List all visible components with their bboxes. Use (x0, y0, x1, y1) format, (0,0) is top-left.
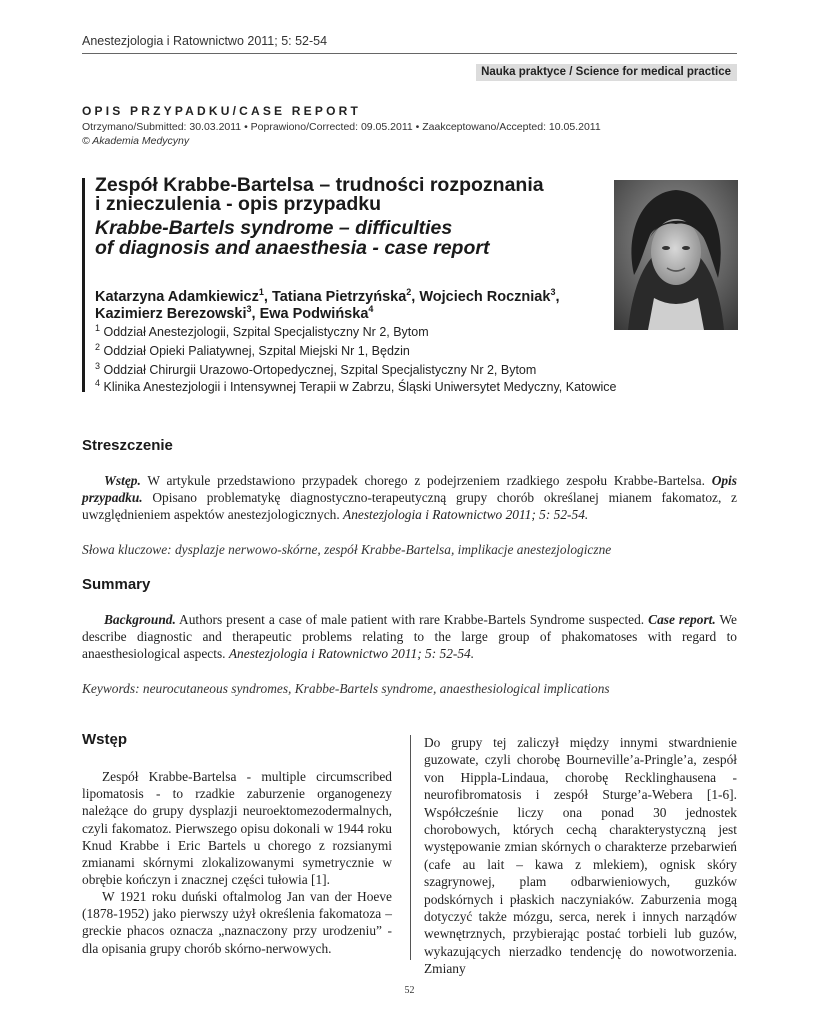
abstract-polish-heading: Streszczenie (82, 437, 173, 454)
abstract-polish-text-1: W artykule przedstawiono przypadek chorego z podejrzeniem rzadkiego zespołu Krabbe-Bartelsa. (140, 473, 712, 488)
journal-reference: Anestezjologia i Ratownictwo 2011; 5: 52-54 (82, 34, 328, 48)
title-english (95, 218, 489, 258)
paragraph-italic: phacos (126, 923, 165, 939)
abstract-polish-citation: Anestezjologia i Ratownictwo 2011; 5: 52-54. (343, 507, 589, 522)
author-affiliation-mark: 2 (406, 287, 412, 298)
author-name: Katarzyna Adamkiewicz (95, 289, 259, 305)
paragraph-text: W 1921 roku duński oftalmolog Jan van der Hoeve (1878-1952) jako pierwszy użył określenia fakomatoza – greckie (82, 889, 392, 939)
section-tag: Nauka praktyce / Science for medical practice (476, 64, 737, 81)
title-accent-bar (82, 178, 85, 392)
affiliation-1 (95, 324, 429, 340)
affiliation-text: Oddział Anestezjologii, Szpital Specjalistyczny Nr 2, Bytom (103, 325, 429, 339)
affiliation-number: 1 (95, 322, 101, 333)
affiliation-2 (95, 343, 410, 359)
title-polish-line-1: Zespół Krabbe-Bartelsa – trudności rozpoznania (95, 174, 544, 196)
abstract-english-lead-1: Background. (104, 612, 176, 627)
author-affiliation-mark: 3 (246, 304, 252, 315)
introduction-paragraph-2 (82, 888, 392, 957)
paragraph-text: - to rzadkie zaburzenie organogenezy należące do grupy dysplazji neuroektomezodermalnych, czyli fakomatoz. Pierwszego opisu dokonali w 1944 roku Knud Krabbe i Eric Bartels u chorego z rozsianymi zmianami skórnymi zlokalizowanymi symetrycznie w obrębie kończyn i znacznej części tułowia [1]. (82, 786, 392, 888)
paragraph-text: Zespół Krabbe-Bartelsa - (102, 769, 262, 784)
paragraph-italic: multiple circumscribed lipomatosis (82, 769, 393, 802)
affiliation-number: 4 (95, 377, 101, 388)
affiliation-4 (95, 379, 616, 395)
abstract-polish-text-2: Opisano problematykę diagnostyczno-terapeutyczną grupy chorób określanej mianem fakomatoz, z uwzględnieniem aspektów anestezjologicznych. (82, 490, 737, 522)
affiliation-text: Oddział Opieki Paliatywnej, Szpital Miejski Nr 1, Będzin (103, 344, 410, 358)
abstract-english-text-2: We describe diagnostic and therapeutic problems relating to the large group of phakomatoses with regard to anaesthesiological aspects. (82, 612, 737, 661)
paragraph-text: oznacza „naznaczony przy urodzeniu” - dla opisania grupy chorób skórno-nerwowych. (82, 923, 393, 956)
abstract-english-text (82, 611, 737, 662)
author-list (95, 289, 559, 323)
header-rule (82, 53, 737, 54)
author-affiliation-mark: 1 (258, 287, 264, 298)
title-english-line-2: of diagnosis and anaesthesia - case report (95, 237, 490, 259)
copyright: © Akademia Medycyny (82, 135, 190, 147)
affiliation-text: Oddział Chirurgii Urazowo-Ortopedycznej, Szpital Specjalistyczny Nr 2, Bytom (103, 363, 537, 377)
submission-dates: Otrzymano/Submitted: 30.03.2011 • Poprawiono/Corrected: 09.05.2011 • Zaakceptowano/Accepted: 10.05.2011 (82, 121, 601, 133)
author-affiliation-mark: 3 (550, 287, 556, 298)
keywords-polish: Słowa kluczowe: dysplazje nerwowo-skórne, zespół Krabbe-Bartelsa, implikacje anestezjologiczne (82, 542, 612, 557)
affiliation-3 (95, 362, 536, 378)
title-polish (95, 176, 544, 214)
affiliation-number: 2 (95, 341, 101, 352)
affiliation-text: Klinika Anestezjologii i Intensywnej Terapii w Zabrzu, Śląski Uniwersytet Medyczny, Katowice (103, 380, 617, 394)
introduction-right-column: Do grupy tej zaliczył między innymi stwardnienie guzowate, czyli chorobę Bourneville’a-Pringle’a, zespół von Hippla-Lindaua, chorobę Recklinghausena - neurofibromatosis i zespół Sturge’a-Webera [1-6]. Współcześnie liczy ona ponad 30 jednostek chorobowych, których cechą charakterystyczną jest występowanie zmian skórnych o charakterze przebarwień (cafe au lait – kawa z mlekiem), ognisk skóry szagrynowej, plam odbarwieniowych, guzków podskórnych i płaskich naczyniaków. Zaburzenia mogą dotyczyć także mózgu, serca, nerek i innych narządów wewnętrznych, przybierając postać torbieli lub guzów, wykazujących nierzadko tendencję do nowotworzenia. Zmiany (424, 735, 737, 977)
article-type-label: OPIS PRZYPADKU/CASE REPORT (82, 104, 362, 118)
affiliation-number: 3 (95, 360, 101, 371)
author-line-2: Kazimierz Berezowski$^3$, Ewa Podwińska$^4$ (95, 304, 374, 322)
abstract-english-heading: Summary (82, 576, 151, 593)
author-name: Tatiana Pietrzyńska (271, 289, 407, 305)
abstract-polish-lead-2: Opis przypadku. (82, 473, 737, 505)
page-number: 52 (404, 985, 415, 996)
author-name: Ewa Podwińska (259, 306, 369, 322)
abstract-english-lead-2: Case report. (648, 612, 716, 627)
author-line-1: Katarzyna Adamkiewicz$^1$, Tatiana Pietrzyńska$^2$, Wojciech Roczniak$^3$, (95, 287, 560, 305)
abstract-english-citation: Anestezjologia i Ratownictwo 2011; 5: 52-54. (228, 646, 475, 661)
author-name: Kazimierz Berezowski (95, 306, 247, 322)
title-polish-line-2: i znieczulenia - opis przypadku (95, 193, 382, 215)
author-portrait-photo (614, 180, 738, 330)
keywords-english: Keywords: neurocutaneous syndromes, Krabbe-Bartels syndrome, anaesthesiological implications (82, 681, 610, 696)
abstract-english-text-1: Authors present a case of male patient with rare Krabbe-Bartels Syndrome suspected. (175, 612, 649, 627)
abstract-polish-text (82, 472, 737, 523)
column-divider (410, 735, 411, 960)
introduction-heading: Wstęp (82, 731, 127, 748)
abstract-polish-lead-1: Wstęp. (104, 473, 141, 488)
introduction-paragraph-1 (82, 768, 392, 888)
title-english-line-1: Krabbe-Bartels syndrome – difficulties (95, 217, 453, 239)
author-affiliation-mark: 4 (368, 304, 374, 315)
author-name: Wojciech Roczniak (419, 289, 551, 305)
